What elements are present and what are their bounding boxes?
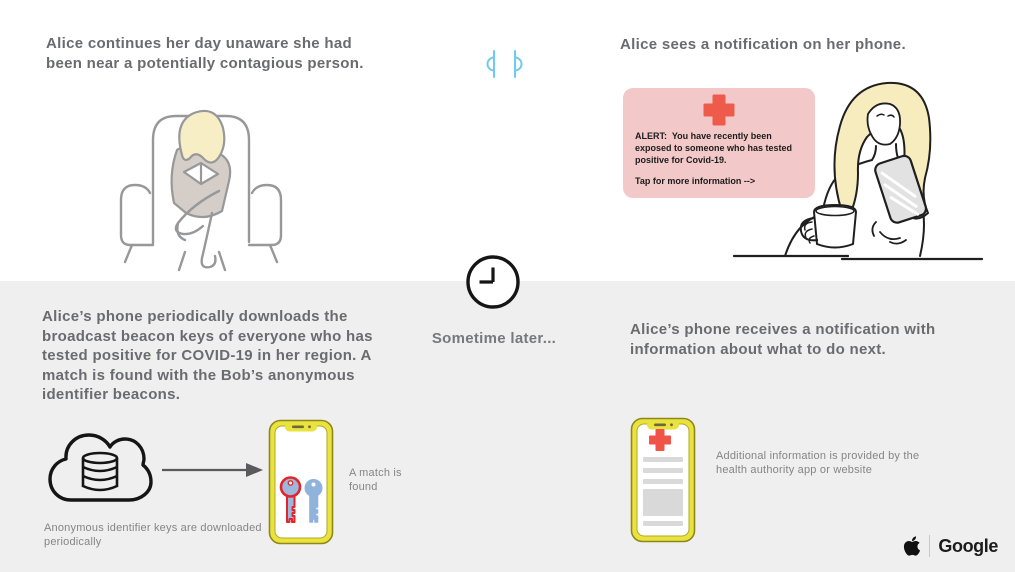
- phone-with-keys: [268, 419, 334, 545]
- bluetooth-signal-left-icon: [485, 49, 499, 79]
- notification-phone: [630, 417, 696, 543]
- top-left-heading: Alice continues her day unaware she had been near a potentially contagious person.: [46, 35, 364, 72]
- cloud-database-icon: [45, 424, 155, 518]
- google-logo: Google: [938, 535, 998, 556]
- arrow-right-icon: [160, 459, 266, 481]
- bottom-right-heading: Alice’s phone receives a notification with information about what to do next.: [630, 321, 936, 358]
- bottom-left-heading: Alice’s phone periodically downloads the broadcast beacon keys of everyone who has tested positive for COVID-19 in her region. A match is found with the Bob’s anonymous identifier beacons.: [42, 308, 373, 403]
- match-caption: A match is found: [349, 467, 402, 493]
- bluetooth-signal-right-icon: [510, 49, 524, 79]
- sometime-later-label: Sometime later...: [431, 330, 557, 347]
- alert-message: ALERT: You have recently been exposed to someone who has tested positive for Covid-19.: [635, 131, 795, 165]
- brand-logos: [903, 533, 998, 559]
- alice-sees-notification-illustration: [730, 72, 990, 264]
- info-caption: Additional information is provided by the health authority app or website: [716, 450, 920, 476]
- top-right-heading: Alice sees a notification on her phone.: [620, 36, 906, 53]
- cloud-caption: Anonymous identifier keys are downloaded periodically: [44, 522, 262, 548]
- mug: [801, 205, 856, 248]
- clock-icon: [464, 253, 522, 311]
- alice-reading-illustration: [115, 92, 290, 277]
- table-line: [734, 256, 982, 259]
- logo-divider: [929, 535, 930, 557]
- alert-tap-label: Tap for more information -->: [635, 176, 756, 186]
- apple-logo: [903, 535, 921, 557]
